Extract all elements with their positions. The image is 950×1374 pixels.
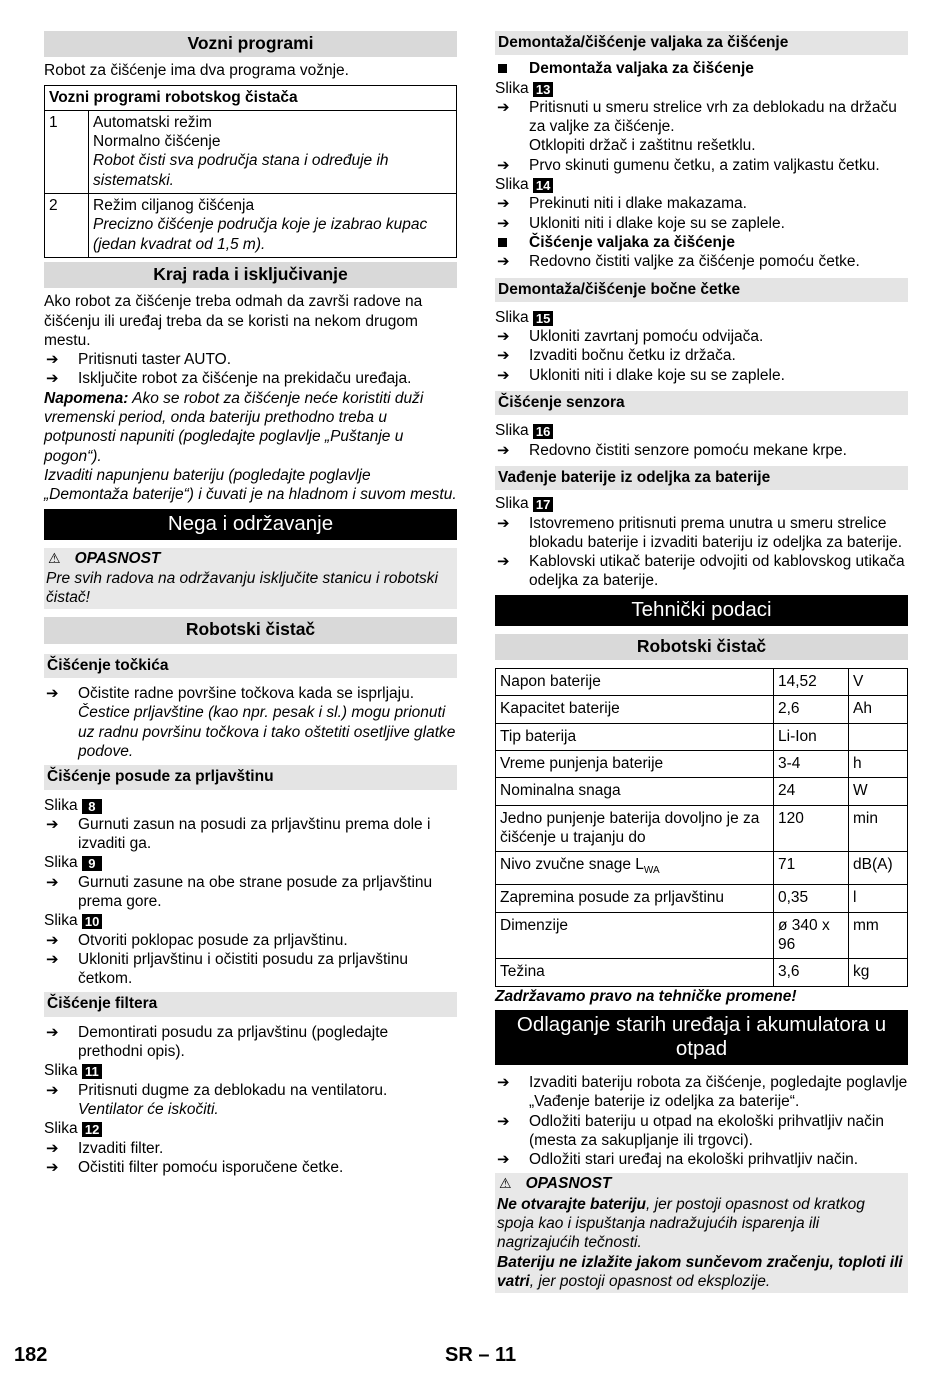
figure-number-badge: 8 <box>82 799 102 814</box>
figure-label: Slika <box>495 176 529 194</box>
row-subtitle: Normalno čišćenje <box>93 133 221 151</box>
spec-label-text: Vreme punjenja baterije <box>500 754 664 772</box>
step-item: ➔ Izvaditi bočnu četku iz držača. <box>495 346 908 365</box>
table-row <box>496 669 908 696</box>
danger-box-battery <box>495 1173 908 1293</box>
step-item: ➔ Izvaditi filter. <box>44 1139 457 1158</box>
sub-heading-bullet: Čišćenje valjaka za čišćenje <box>495 233 908 252</box>
table-row <box>496 750 908 777</box>
subsection-title-valjak: Demontaža/čišćenje valjaka za čišćenje <box>495 31 908 55</box>
spec-value: 3,6 <box>774 959 849 986</box>
row-content <box>89 110 457 193</box>
figure-number-badge: 14 <box>533 178 553 193</box>
spec-label <box>496 750 774 777</box>
step-item: ➔ Istovremeno pritisnuti prema unutra u smeru strelice blokadu baterije i izvaditi bateriju iz odeljka za baterije. <box>495 514 908 553</box>
step-item: ➔ Očistite radne površine točkova kada se isprljaju. <box>44 684 457 703</box>
warning-triangle-icon: ⚠ <box>48 550 61 567</box>
chapter-title-odlaganje: Odlaganje starih uređaja i akumulatora u otpad <box>495 1010 908 1065</box>
row-description: Precizno čišćenje područja koje je izabrao kupac (jedan kvadrat od 1,5 m). <box>93 216 428 253</box>
row-number: 1 <box>45 110 89 193</box>
figure-label: Slika <box>44 1062 78 1080</box>
step-item: ➔ Pritisnuti dugme za deblokadu na ventilatoru. <box>44 1081 457 1100</box>
table-row <box>45 110 457 193</box>
section-title-robotski-cistac-tech: Robotski čistač <box>495 634 908 660</box>
spec-label <box>496 805 774 852</box>
spec-label-text: Jedno punjenje baterija dovoljno je za čišćenje u trajanju do <box>500 809 760 846</box>
spec-label-text: Nominalna snaga <box>500 782 621 800</box>
figure-label: Slika <box>44 1120 78 1138</box>
step-item: ➔ Gurnuti zasune na obe strane posude za prljavštinu prema gore. <box>44 873 457 912</box>
figure-label: Slika <box>495 308 529 326</box>
step-item: ➔ Ukloniti niti i dlake koje su se zaplele. <box>495 366 908 385</box>
table-row <box>496 778 908 805</box>
step-item: ➔ Prvo skinuti gumenu četku, a zatim valjkastu četku. <box>495 156 908 175</box>
chapter-title-tehnicki: Tehnički podaci <box>495 595 908 626</box>
table-header: Vozni programi robotskog čistača <box>45 85 457 110</box>
row-title: Automatski režim <box>93 113 212 131</box>
spec-label <box>496 959 774 986</box>
table-row <box>496 912 908 959</box>
danger-title: OPASNOST <box>74 549 161 567</box>
danger-rest: , jer postoji opasnost od kratkog spoja kao i ispuštanja nadražujućih isparenja ili nagrizajućih tečnosti. <box>497 1195 865 1252</box>
spec-value: ø 340 x 96 <box>774 912 849 959</box>
step-item: ➔ Redovno čistiti senzore pomoću mekane krpe. <box>495 441 908 460</box>
figure-number-badge: 10 <box>82 914 102 929</box>
table-row <box>496 885 908 912</box>
kraj-text: Ako robot za čišćenje treba odmah da završi radove na čišćenju ili uređaj treba da se koristi na nekom drugom mestu. <box>44 293 423 349</box>
spec-label <box>496 852 774 885</box>
step-item: ➔ Ukloniti prljavštinu i očistiti posudu za prljavštinu četkom. <box>44 950 457 989</box>
spec-unit <box>849 723 908 750</box>
figure-label: Slika <box>495 79 529 97</box>
figure-number-badge: 11 <box>82 1064 102 1079</box>
step-item: ➔ Izvaditi bateriju robota za čišćenje, pogledajte poglavlje „Vađenje baterije iz odeljka za baterije“. <box>495 1073 908 1112</box>
note-paragraph <box>44 389 457 466</box>
spec-label <box>496 723 774 750</box>
spec-unit: min <box>849 805 908 852</box>
spec-unit: W <box>849 778 908 805</box>
left-column <box>44 31 457 1177</box>
step-item: ➔ Isključite robot za čišćenje na prekidaču uređaja. <box>44 369 457 388</box>
row-content <box>89 194 457 258</box>
step-item: ➔ Ukloniti zavrtanj pomoću odvijača. <box>495 327 908 346</box>
subsection-title-filter: Čišćenje filtera <box>44 992 457 1016</box>
row-number: 2 <box>45 194 89 258</box>
spec-label-text: Zapremina posude za prljavštinu <box>500 889 725 907</box>
spec-unit: h <box>849 750 908 777</box>
step-item: ➔ Prekinuti niti i dlake makazama. <box>495 194 908 213</box>
table-row <box>496 805 908 852</box>
sub-heading-bullet: Demontaža valjaka za čišćenje <box>495 59 908 78</box>
step-note: Ventilator će iskočiti. <box>78 1100 219 1118</box>
danger-box <box>44 548 457 610</box>
spec-value: 71 <box>774 852 849 885</box>
figure-ref <box>44 853 457 872</box>
spec-label-text: Dimenzije <box>500 916 569 934</box>
subsection-title-bocna: Demontaža/čišćenje bočne četke <box>495 278 908 302</box>
section-title-robotski-cistac: Robotski čistač <box>44 617 457 643</box>
step-item: ➔ Demontirati posudu za prljavštinu (pogledajte prethodni opis). <box>44 1023 457 1062</box>
spec-unit: Ah <box>849 696 908 723</box>
figure-number-badge: 17 <box>533 497 553 512</box>
figure-number-badge: 13 <box>533 82 553 97</box>
spec-value: Li-Ion <box>774 723 849 750</box>
spec-value: 3-4 <box>774 750 849 777</box>
right-column <box>495 31 908 1293</box>
row-description: Robot čisti sva područja stana i određuje ih sistematski. <box>93 152 389 189</box>
subsection-title-posuda: Čišćenje posude za prljavštinu <box>44 765 457 789</box>
note-label: Napomena: <box>44 389 129 407</box>
subsection-title-baterija: Vađenje baterije iz odeljka za baterije <box>495 466 908 490</box>
spec-unit: l <box>849 885 908 912</box>
chapter-title-nega: Nega i održavanje <box>44 509 457 540</box>
spec-label <box>496 778 774 805</box>
spec-unit: kg <box>849 959 908 986</box>
step-item: ➔ Odložiti stari uređaj na ekološki prihvatljiv način. <box>495 1150 908 1169</box>
step-item: ➔ Pritisnuti taster AUTO. <box>44 350 457 369</box>
subsection-title-senzor: Čišćenje senzora <box>495 391 908 415</box>
step-continuation: Otklopiti držač i zaštitnu rešetklu. <box>529 137 756 155</box>
step-item: ➔ Kablovski utikač baterije odvojiti od kablovskog utikača odeljka za baterije. <box>495 552 908 591</box>
figure-number-badge: 12 <box>82 1122 102 1137</box>
figure-ref <box>495 79 908 98</box>
danger-bold: Ne otvarajte bateriju <box>497 1195 647 1213</box>
spec-value: 0,35 <box>774 885 849 912</box>
danger-title: OPASNOST <box>525 1175 612 1193</box>
spec-unit: dB(A) <box>849 852 908 885</box>
spec-value: 24 <box>774 778 849 805</box>
figure-label: Slika <box>44 796 78 814</box>
spec-unit: mm <box>849 912 908 959</box>
section-title-kraj-rada: Kraj rada i isključivanje <box>44 262 457 288</box>
danger-rest: , jer postoji opasnost od eksplozije. <box>529 1272 771 1290</box>
page-section-label: SR – 11 <box>445 1344 517 1366</box>
spec-label <box>496 669 774 696</box>
figure-ref <box>495 494 908 513</box>
step-item: ➔ Otvoriti poklopac posude za prljavštinu. <box>44 931 457 950</box>
danger-text-1 <box>497 1195 906 1253</box>
danger-heading <box>46 549 455 569</box>
spec-label-text: Napon baterije <box>500 673 601 691</box>
spec-label <box>496 885 774 912</box>
step-item: ➔ Ukloniti niti i dlake koje su se zaplele. <box>495 214 908 233</box>
figure-label: Slika <box>44 854 78 872</box>
table-row <box>496 696 908 723</box>
spec-label-text: Težina <box>500 963 545 981</box>
spec-unit: V <box>849 669 908 696</box>
figure-ref <box>44 911 457 930</box>
tech-reserve-note: Zadržavamo pravo na tehničke promene! <box>495 987 797 1005</box>
step-item: ➔ Pritisnuti u smeru strelice vrh za deblokadu na držaču za valjke za čišćenje. <box>495 98 908 137</box>
danger-text: Pre svih radova na održavanju isključite stanicu i robotski čistač! <box>46 569 438 607</box>
spec-value: 14,52 <box>774 669 849 696</box>
spec-label <box>496 912 774 959</box>
figure-number-badge: 15 <box>533 311 553 326</box>
warning-triangle-icon: ⚠ <box>499 1176 512 1193</box>
page-number: 182 <box>14 1344 48 1366</box>
note-text: Ako se robot za čišćenje neće koristiti duži vremenski period, onda bateriju prethodno treba u potpunosti napuniti (pogledajte poglavlje „Puštanje u pogon“). <box>44 389 424 465</box>
spec-value: 120 <box>774 805 849 852</box>
figure-label: Slika <box>495 422 529 440</box>
figure-ref <box>44 1061 457 1080</box>
tech-specs-table <box>495 668 908 987</box>
figure-ref <box>44 1119 457 1138</box>
figure-label: Slika <box>495 495 529 513</box>
note-paragraph-2: Izvaditi napunjenu bateriju (pogledajte poglavlje „Demontaža baterije“) i čuvati je na hladnom i suvom mestu. <box>44 466 457 504</box>
figure-ref <box>495 421 908 440</box>
row-title: Režim ciljanog čišćenja <box>93 197 255 215</box>
vozni-intro: Robot za čišćenje ima dva programa vožnje. <box>44 62 349 80</box>
figure-number-badge: 16 <box>533 424 553 439</box>
step-item: ➔ Redovno čistiti valjke za čišćenje pomoću četke. <box>495 252 908 271</box>
table-row <box>496 959 908 986</box>
figure-ref <box>44 796 457 815</box>
table-row <box>45 194 457 258</box>
spec-label-text: Nivo zvučne snage L <box>500 856 644 874</box>
step-item: ➔ Odložiti bateriju u otpad na ekološki prihvatljiv način (mesta za sakupljanje ili trgovci). <box>495 1112 908 1151</box>
spec-label-subscript: WA <box>643 865 660 877</box>
step-item: ➔ Očistiti filter pomoću isporučene četke. <box>44 1158 457 1177</box>
spec-value: 2,6 <box>774 696 849 723</box>
subsection-title-tockici: Čišćenje točkića <box>44 654 457 678</box>
table-row <box>496 723 908 750</box>
spec-label-text: Tip baterija <box>500 727 577 745</box>
step-note: Čestice prljavštine (kao npr. pesak i sl.) mogu prionuti uz radnu površinu točkova i tako oštetiti osetljive glatke podove. <box>78 704 456 760</box>
spec-label-text: Kapacitet baterije <box>500 700 620 718</box>
step-item: ➔ Gurnuti zasun na posudi za prljavštinu prema dole i izvaditi ga. <box>44 815 457 854</box>
danger-text-2 <box>497 1253 906 1292</box>
section-title-vozni-programi: Vozni programi <box>44 31 457 57</box>
table-row <box>45 85 457 110</box>
figure-ref <box>495 308 908 327</box>
danger-heading <box>497 1174 906 1194</box>
danger-bold: Bateriju ne izlažite jakom sunčevom zračenju, toploti ili vatri <box>497 1253 903 1290</box>
table-row <box>496 852 908 885</box>
figure-number-badge: 9 <box>82 856 102 871</box>
figure-ref <box>495 175 908 194</box>
figure-label: Slika <box>44 912 78 930</box>
spec-label <box>496 696 774 723</box>
drive-programs-table <box>44 85 457 258</box>
